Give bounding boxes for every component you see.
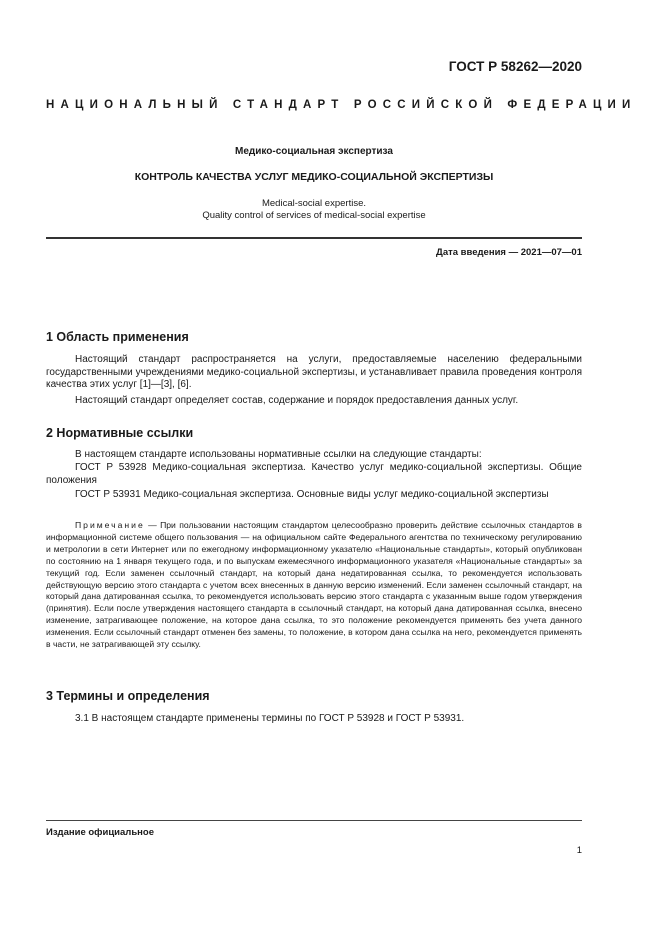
section-2-heading: 2 Нормативные ссылки — [46, 426, 194, 440]
section-2-paragraph-1: В настоящем стандарте использованы нормативные ссылки на следующие стандарты: — [75, 449, 482, 460]
standard-subject: Медико-социальная экспертиза — [235, 146, 393, 157]
note-label: Примечание — [75, 520, 145, 530]
section-2-reference-1: ГОСТ Р 53928 Медико-социальная экспертиза. Качество услуг медико-социальной экспертизы. Общие положения — [46, 462, 582, 486]
section-3-heading: 3 Термины и определения — [46, 689, 210, 703]
english-title-line-2: Quality control of services of medical-social expertise — [202, 210, 426, 221]
section-3-paragraph-1: 3.1 В настоящем стандарте применены термины по ГОСТ Р 53928 и ГОСТ Р 53931. — [75, 713, 465, 724]
section-2-note — [46, 520, 582, 651]
footer-divider — [46, 820, 582, 821]
official-edition-label: Издание официальное — [46, 827, 154, 838]
document-code: ГОСТ Р 58262—2020 — [448, 59, 582, 74]
page-number: 1 — [576, 845, 582, 856]
standard-title: КОНТРОЛЬ КАЧЕСТВА УСЛУГ МЕДИКО-СОЦИАЛЬНОЙ ЭКСПЕРТИЗЫ — [134, 171, 494, 183]
section-1-paragraph-1: Настоящий стандарт распространяется на услуги, предоставляемые населению федеральными государственными учреждениями медико-социальной экспертизы, и устанавливает правила проведения контроля качества этих услуг [1]—[3], [6]. — [46, 354, 582, 390]
section-2-reference-2: ГОСТ Р 53931 Медико-социальная экспертиза. Основные виды услуг медико-социальной экспертизы — [75, 489, 549, 500]
title-divider — [46, 237, 582, 239]
note-text: — При пользовании настоящим стандартом целесообразно проверить действие ссылочных стандартов в информационной системе общего пользования — на официальном сайте Федерального агентства по техническому регулированию и метрологии в сети Интернет или по ежегодному информационному указателю «Национальные стандарты», который опубликован по состоянию на 1 января текущего года, и по выпускам ежемесячного информационного указателя «Национальные стандарты» за текущий год. Если заменен ссылочный стандарт, на который дана недатированная ссылка, то рекомендуется использовать действующую версию этого стандарта с учетом всех внесенных в данную версию изменений. Если заменен ссылочный стандарт, на который дана датированная ссылка, то рекомендуется использовать версию этого стандарта с указанным выше годом утверждения (принятия). Если после утверждения настоящего стандарта в ссылочный стандарт, на который дана датированная ссылка, внесено изменение, затрагивающее положение, на которое дана ссылка, то это положение рекомендуется применять без учета данного изменения. Если ссылочный стандарт отменен без замены, то положение, в котором дана ссылка на него, рекомендуется применять в части, не затрагивающей эту ссылку. — [46, 520, 582, 650]
section-1-paragraph-2: Настоящий стандарт определяет состав, содержание и порядок предоставления данных услуг. — [75, 395, 519, 406]
national-standard-title: НАЦИОНАЛЬНЫЙ СТАНДАРТ РОССИЙСКОЙ ФЕДЕРАЦИИ — [46, 99, 637, 111]
introduction-date: Дата введения — 2021—07—01 — [436, 247, 582, 258]
english-title-line-1: Medical-social expertise. — [261, 198, 366, 209]
section-1-heading: 1 Область применения — [46, 330, 189, 344]
